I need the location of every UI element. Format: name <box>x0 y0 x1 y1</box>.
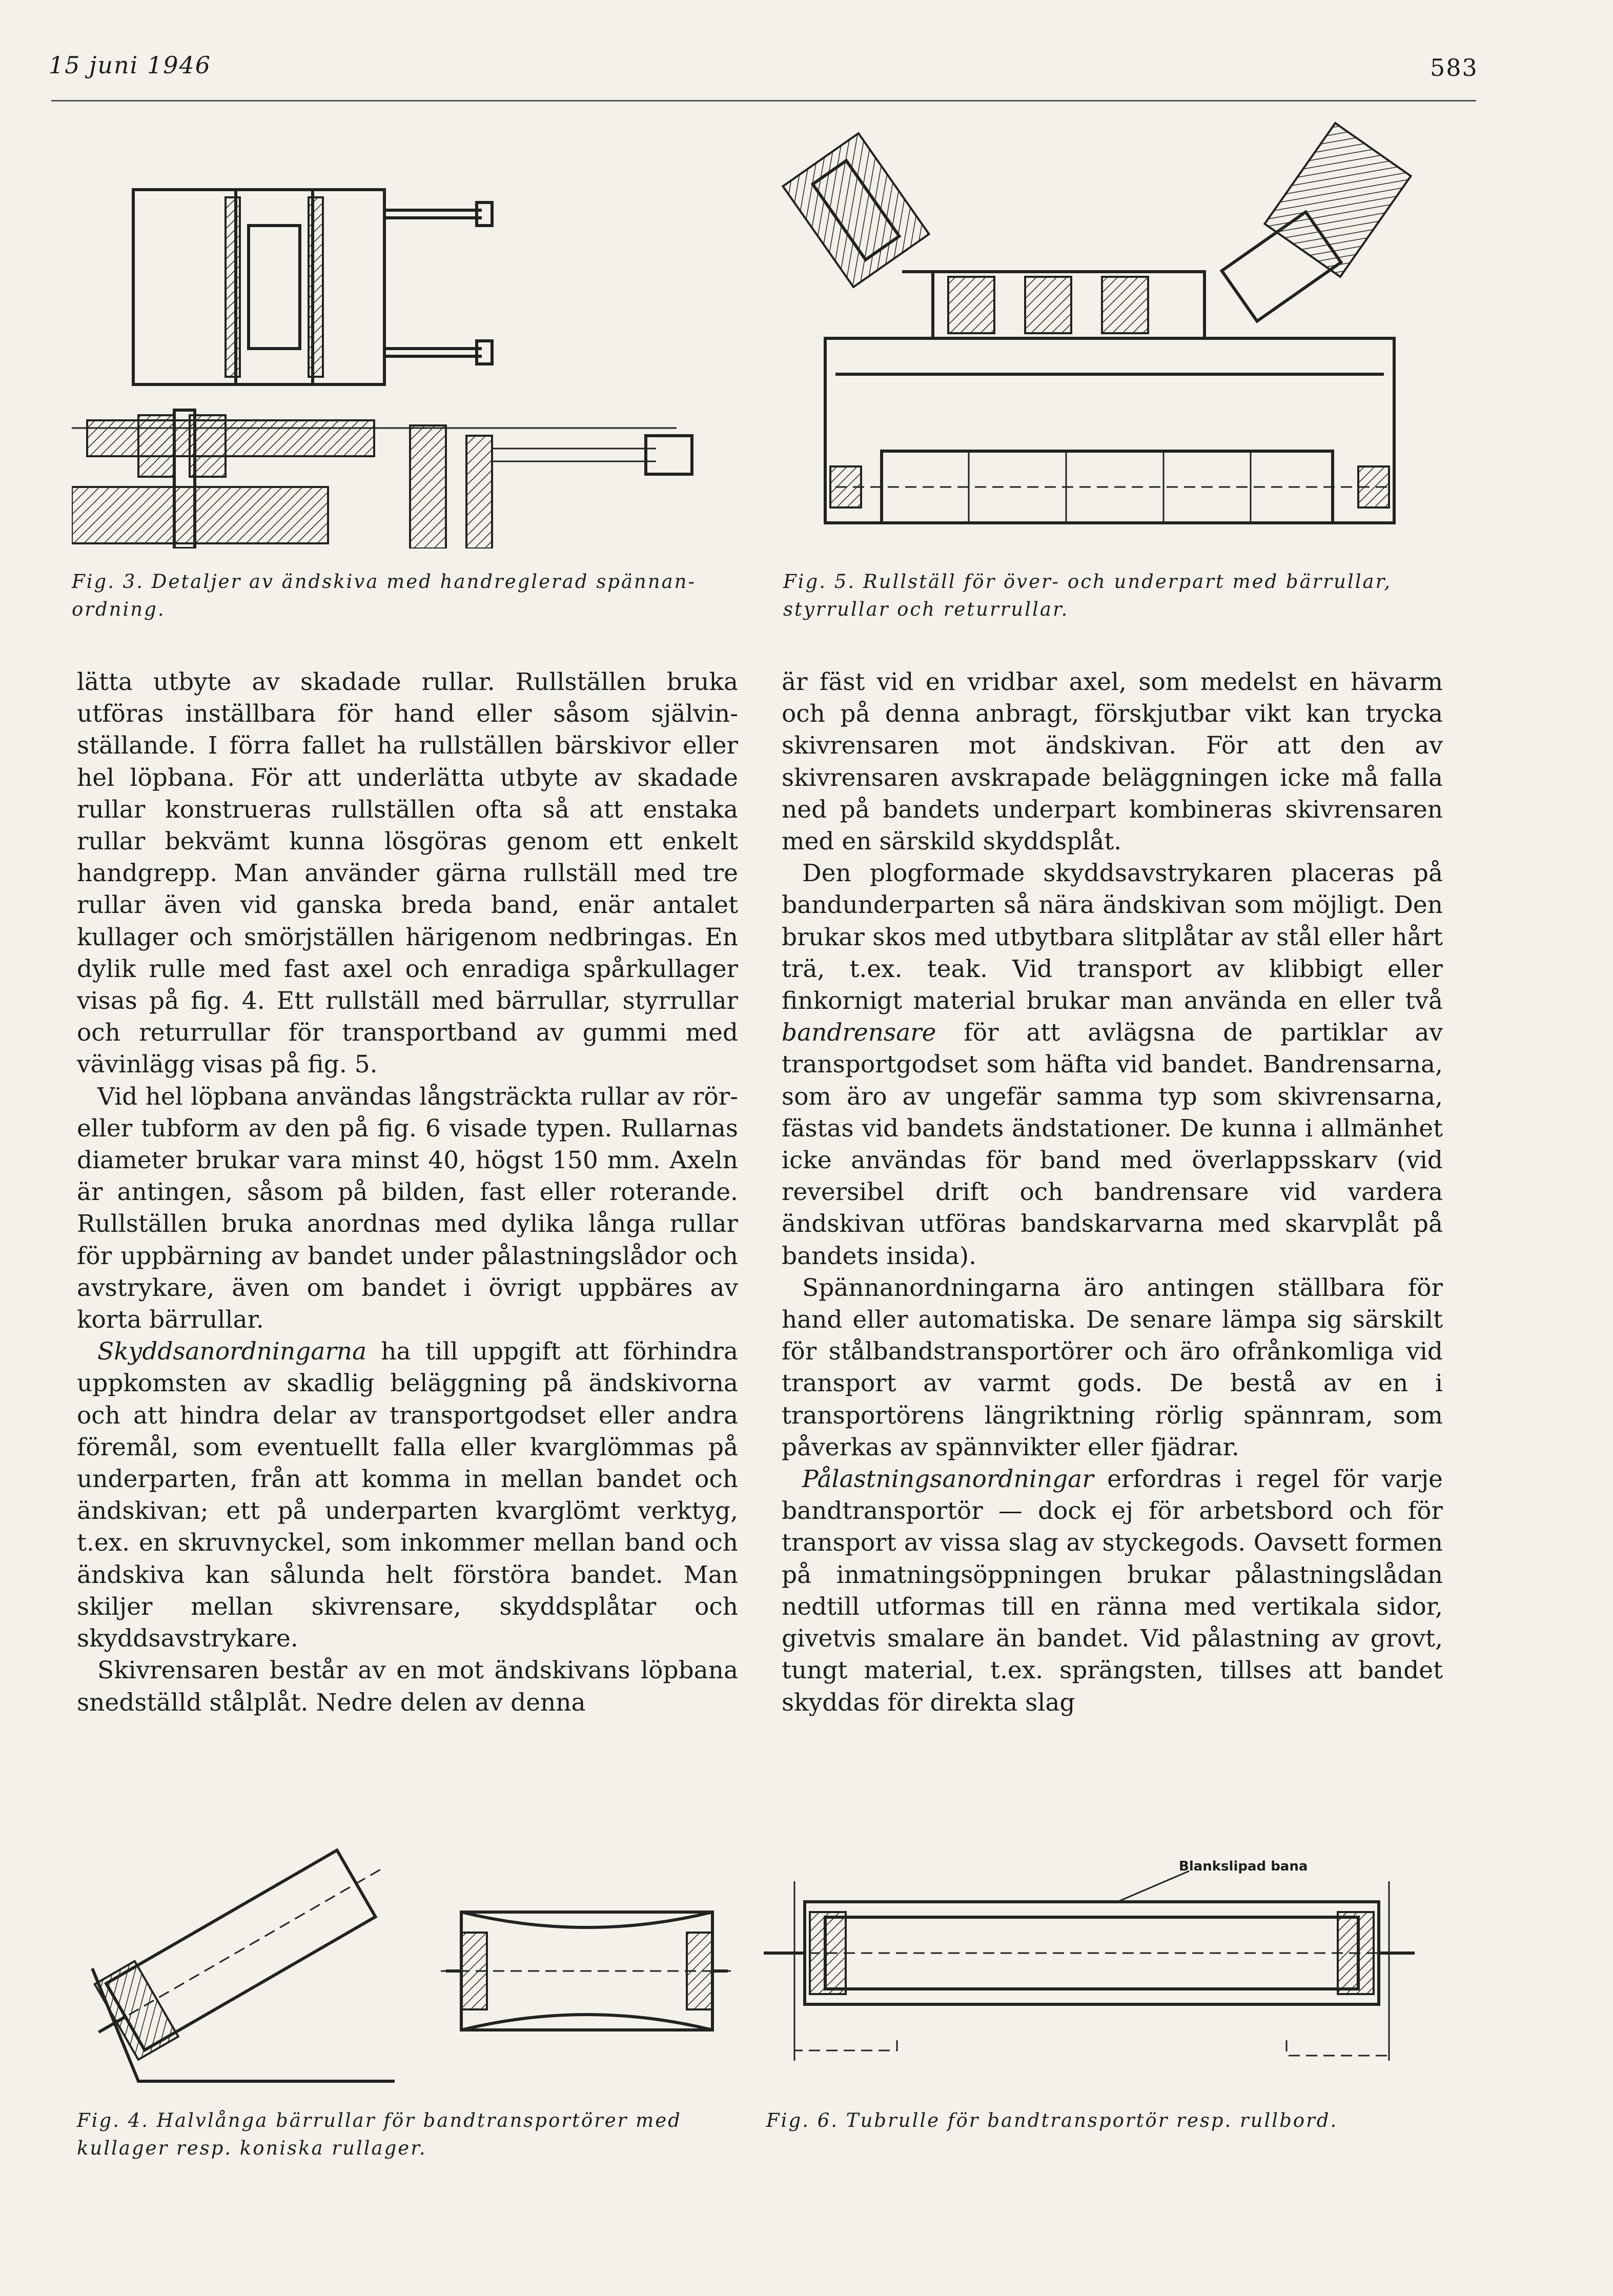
left-paragraph-3-text: ha till uppgift att förhindra uppkomsten av skadlig beläggning på ändskivorna och att hindra delar av transportgodset eller andra föremål, som eventuellt falla eller kvarglömmas på underparten, från att komma in mellan bandet och ändskivan; ett på underparten kvarglömt verktyg, t.ex. en skruvnyckel, som inkommer mellan band och ändskiva kan sålunda helt förstöra bandet. Man skiljer mellan skivrensare, skyddsplåtar och skyddsavstrykare. <box>77 1337 738 1653</box>
fig6-label: Blankslipad bana <box>1179 1859 1308 1874</box>
right-paragraph-3: Spännanordningarna äro antingen ställbara för hand eller automatiska. De senare lämpa sig särskilt för stålbandstransportörer och äro ofrånkomliga vid transport av varmt gods. De bestå av en i transportörens längriktning rörlig spännram, som påverkas av spännvikter eller fjädrar. <box>782 1273 1443 1461</box>
fig5-caption: Fig. 5. Rullställ för över- och underpart med bärrullar, styrrullar och returrullar. <box>783 571 1392 620</box>
right-paragraph-4-text: erfordras i regel för varje bandtransportör — dock ej för arbetsbord och för transport av vissa slag av styckegods. Oavsett formen på inmatningsöppningen brukar pålastningslådan nedtill utformas till en ränna med vertikala sidor, givetvis smalare än bandet. Vid pålastning av grovt, tungt material, t.ex. sprängsten, tillses att bandet skyddas för direkta slag <box>782 1465 1443 1717</box>
right-column <box>782 666 1443 1719</box>
right-paragraph-2 <box>782 858 1443 1272</box>
fig6-drawing <box>764 1845 1415 2071</box>
left-column <box>77 666 738 1719</box>
page-date: 15 juni 1946 <box>49 51 212 79</box>
right-paragraph-4 <box>782 1464 1443 1719</box>
fig4-caption: Fig. 4. Halvlånga bärrullar för bandtransportörer med kullager resp. koniska rullager. <box>77 2109 682 2159</box>
fig4-drawing-right <box>441 1897 733 2050</box>
fig3-drawing <box>72 169 733 548</box>
fig3-caption: Fig. 3. Detaljer av ändskiva med handreglerad spännanordning. <box>72 571 695 620</box>
right-paragraph-1: är fäst vid en vridbar axel, som medelst en hävarm och på denna anbragt, förskjutbar vikt kan trycka skivrensaren mot ändskivan. För att den av skivrensaren avskrapade beläggningen icke må falla ned på bandets underpart kombineras skivrensaren med en särskild skyddsplåt. <box>782 668 1443 856</box>
fig4-drawing-left <box>77 1840 405 2091</box>
left-paragraph-3 <box>77 1336 738 1655</box>
left-paragraph-2: Vid hel löpbana användas långsträckta rullar av rör- eller tubform av den på fig. 6 visade typen. Rullarnas diameter brukar vara minst 40, högst 150 mm. Axeln är antingen, såsom på bilden, fast eller roterande. Rullställen bruka anordnas med dylika långa rullar för uppbärning av bandet under pålastningslådor och avstrykare, även om bandet i övrigt uppbäres av korta bärrullar. <box>77 1082 738 1334</box>
right-paragraph-2-emphasis: bandrensare <box>782 1019 936 1047</box>
fig5-drawing <box>779 118 1440 569</box>
left-paragraph-3-emphasis: Skyddsanordningarna <box>97 1337 367 1366</box>
left-paragraph-1: lätta utbyte av skadade rullar. Rullställen bruka utföras inställbara för hand eller såsom självinställande. I förra fallet ha rullställen bärskivor eller hel löpbana. För att underlätta utbyte av skadade rullar konstrueras rullställen ofta så att enstaka rullar bekvämt kunna lösgöras genom ett enkelt handgrepp. Man använder gärna rullställ med tre rullar även vid ganska breda band, enär antalet kullager och smörjställen härigenom nedbringas. En dylik rulle med fast axel och enradiga spårkullager visas på fig. 4. Ett rullställ med bärrullar, styrrullar och returrullar för transportband av gummi med vävinlägg visas på fig. 5. <box>77 668 738 1079</box>
right-paragraph-2-text: Den plogformade skyddsavstrykaren placeras på bandunderparten så nära ändskivan som möjligt. Den brukar skos med utbytbara slitplåtar av stål eller hårt trä, t.ex. teak. Vid transport av klibbigt eller finkornigt material brukar man använda en eller två <box>782 859 1443 1015</box>
right-paragraph-4-emphasis: Pålastningsanordningar <box>802 1465 1094 1494</box>
left-paragraph-4: Skivrensaren består av en mot ändskivans löpbana snedställd stålplåt. Nedre delen av denna <box>77 1656 738 1717</box>
header-rule <box>51 100 1476 101</box>
fig6-caption: Fig. 6. Tubrulle för bandtransportör resp. rullbord. <box>766 2109 1338 2131</box>
page-number: 583 <box>1430 54 1478 82</box>
right-paragraph-2-tail: för att avlägsna de partiklar av transportgodset som häfta vid bandet. Bandrensarna, som äro av ungefär samma typ som skivrensarna, fästas vid bandets ändstationer. De kunna i allmänhet icke användas för band med överlappsskarv (vid reversibel drift och bandrensare vid vardera ändskivan utföras bandskarvarna med skarvplåt på bandets insida). <box>782 1019 1443 1270</box>
